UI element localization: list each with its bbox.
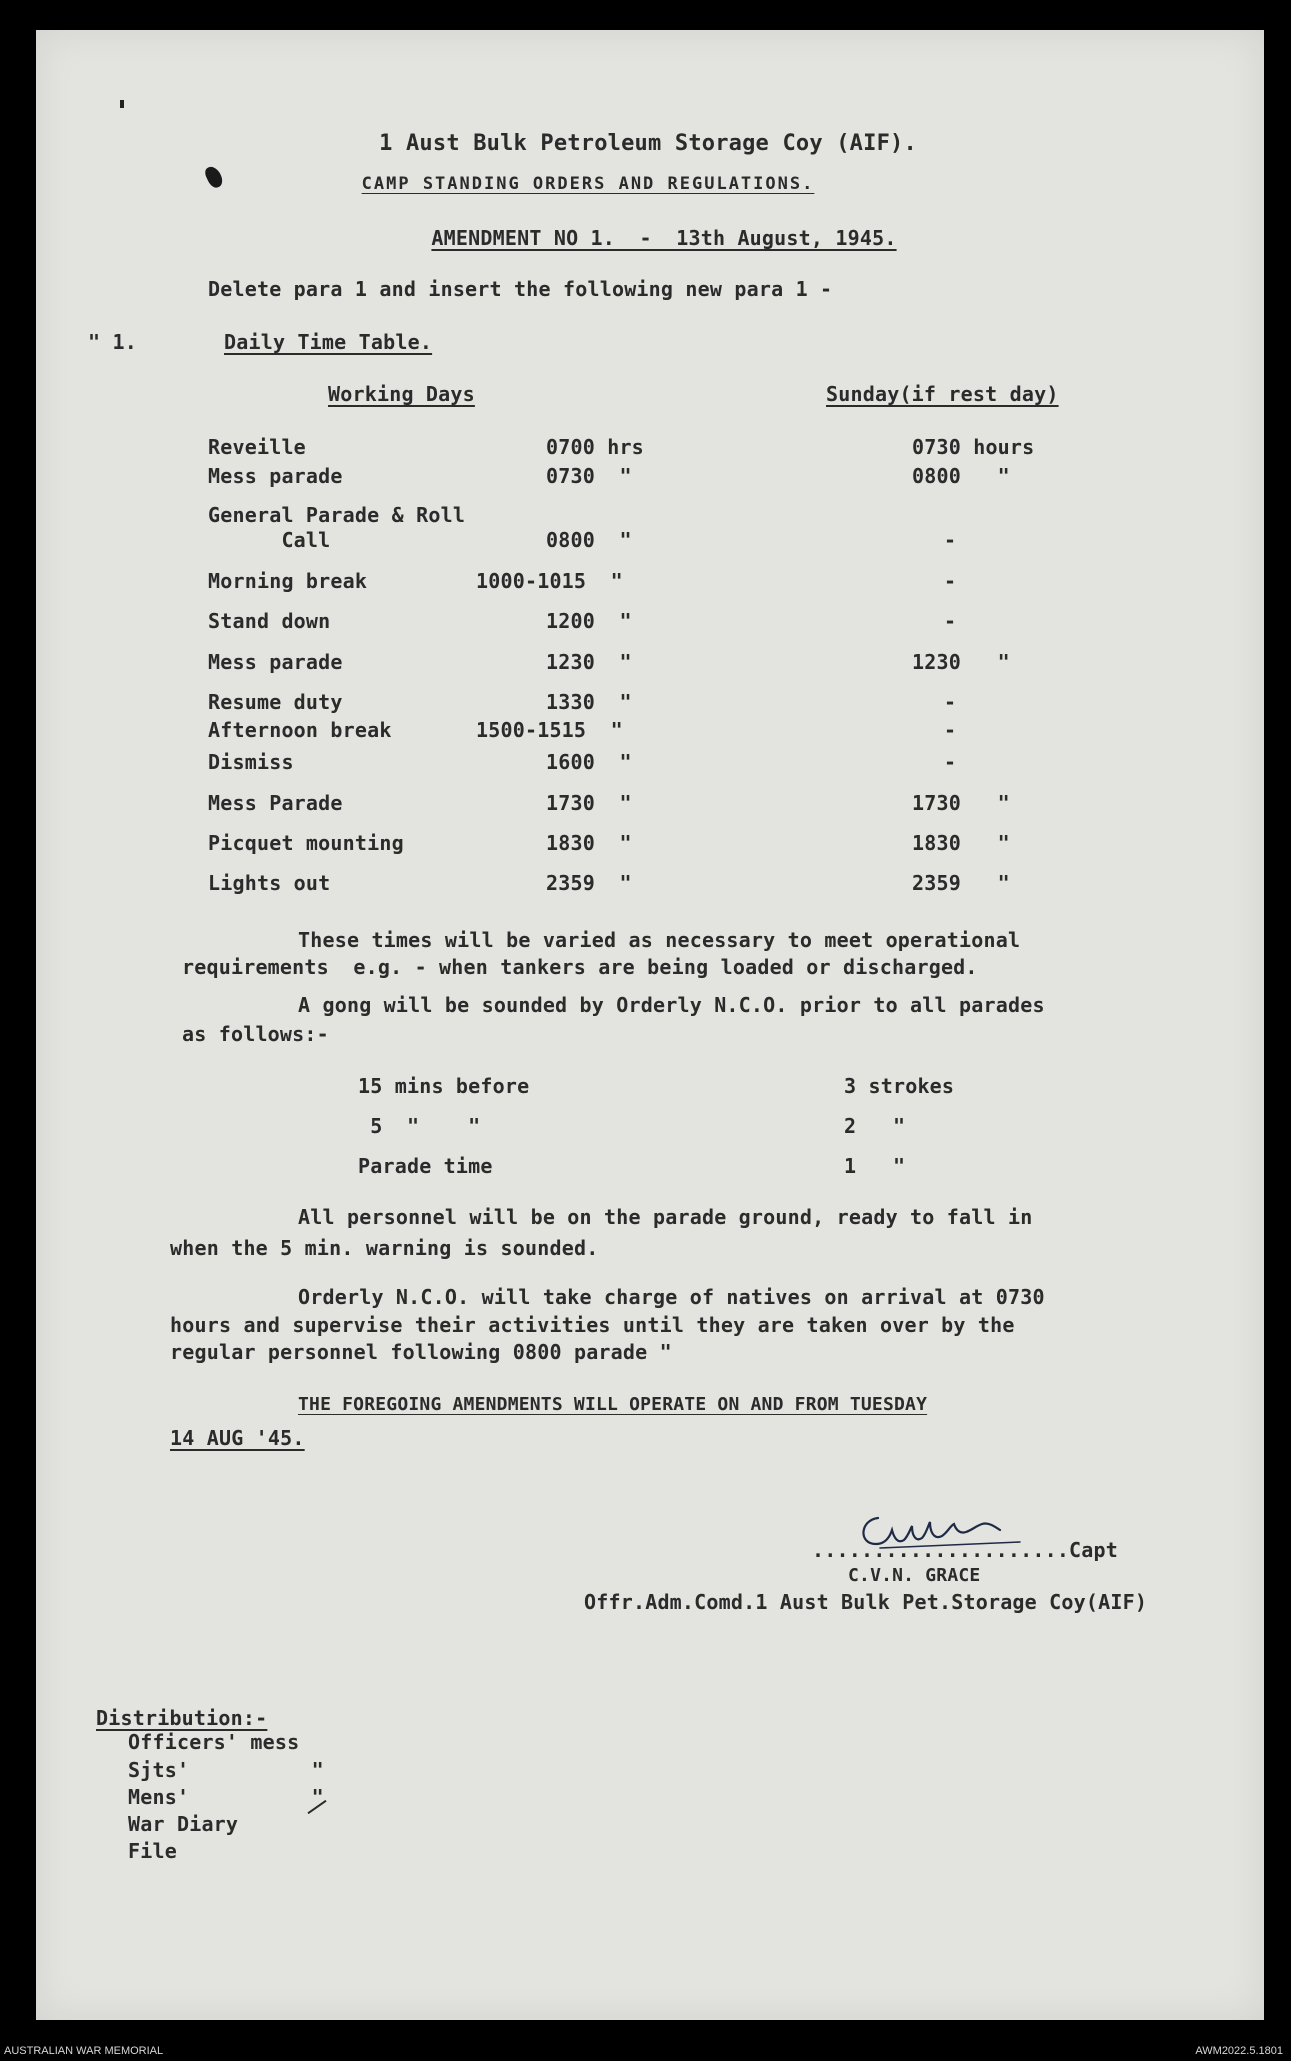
table-row-event: Resume duty [208, 690, 343, 714]
distribution-item: File [128, 1839, 177, 1863]
orderly-line-3: regular personnel following 0800 parade " [170, 1340, 672, 1364]
table-row-sunday: - [944, 569, 957, 593]
para-number: " 1. [88, 330, 137, 354]
table-row-event: Morning break [208, 569, 368, 593]
operate-line-1: THE FOREGOING AMENDMENTS WILL OPERATE ON AND FROM TUESDAY [298, 1394, 928, 1415]
distribution-item: Officers' mess [128, 1730, 300, 1754]
personnel-line-1: All personnel will be on the parade ground, ready to fall in [298, 1205, 1033, 1229]
signatory-title: Offr.Adm.Comd.1 Aust Bulk Pet.Storage Coy(AIF) [584, 1590, 1148, 1614]
distribution-item: Mens' " [128, 1785, 324, 1809]
varied-line-2: requirements e.g. - when tankers are being loaded or discharged. [182, 955, 978, 979]
gong-row-when: Parade time [358, 1154, 493, 1178]
personnel-line-2: when the 5 min. warning is sounded. [170, 1236, 599, 1260]
sunday-heading: Sunday(if rest day) [826, 382, 1059, 406]
table-row-working: 1730 " [546, 791, 632, 815]
footer-right: AWM2022.5.1801 [1195, 2045, 1283, 2057]
table-row-sunday: 1730 " [912, 791, 1010, 815]
table-row-sunday: 1830 " [912, 831, 1010, 855]
document-title: CAMP STANDING ORDERS AND REGULATIONS. [361, 174, 815, 194]
varied-line-1: These times will be varied as necessary to meet operational [298, 928, 1021, 952]
gong-line-1: A gong will be sounded by Orderly N.C.O. prior to all parades [298, 993, 1045, 1017]
distribution-heading: Distribution:- [96, 1706, 268, 1730]
intro-text: Delete para 1 and insert the following new para 1 - [208, 277, 833, 301]
table-row-sunday: 0730 hours [912, 435, 1035, 459]
table-row-working: 0800 " [546, 528, 632, 552]
table-row-working: 1230 " [546, 650, 632, 674]
table-row-event: Mess parade [208, 650, 343, 674]
signatory-name: C.V.N. GRACE [848, 1565, 981, 1586]
working-days-heading: Working Days [328, 382, 475, 406]
table-row-sunday: - [944, 718, 957, 742]
orderly-line-2: hours and supervise their activities until they are taken over by the [170, 1313, 1015, 1337]
table-row-sunday: 2359 " [912, 871, 1010, 895]
distribution-item: Sjts' " [128, 1758, 324, 1782]
gong-row-strokes: 3 strokes [844, 1074, 955, 1098]
table-row-event: Picquet mounting [208, 831, 404, 855]
gong-row-when: 15 mins before [358, 1074, 530, 1098]
table-row-working: 1200 " [546, 609, 632, 633]
table-row-sunday: 0800 " [912, 464, 1010, 488]
ink-speck [120, 100, 124, 108]
table-row-event: Dismiss [208, 750, 294, 774]
table-row-sunday: - [944, 609, 957, 633]
amendment-line: AMENDMENT NO 1. - 13th August, 1945. [431, 226, 897, 250]
table-row-working: 0700 hrs [546, 435, 644, 459]
table-row-event: Mess Parade [208, 791, 343, 815]
para-heading: Daily Time Table. [224, 330, 433, 354]
table-row-working: 0730 " [546, 464, 632, 488]
table-row-working: 1330 " [546, 690, 632, 714]
table-row-event: Afternoon break [208, 718, 392, 742]
gong-row-strokes: 1 " [844, 1154, 906, 1178]
gong-row-strokes: 2 " [844, 1114, 906, 1138]
table-row-working: 1000-1015 " [476, 569, 623, 593]
table-row-sunday: - [944, 690, 957, 714]
orderly-line-1: Orderly N.C.O. will take charge of natives on arrival at 0730 [298, 1285, 1045, 1309]
distribution-item: War Diary [128, 1812, 239, 1836]
table-row-event: Call [208, 528, 331, 552]
table-row-event: Stand down [208, 609, 331, 633]
table-row-working: 1600 " [546, 750, 632, 774]
signature-dots-rank: .....................Capt [812, 1538, 1119, 1562]
table-row-working: 2359 " [546, 871, 632, 895]
table-row-working: 1500-1515 " [476, 718, 623, 742]
table-row-sunday: - [944, 528, 957, 552]
table-row-working: 1830 " [546, 831, 632, 855]
gong-row-when: 5 " " [358, 1114, 481, 1138]
table-row-event: Reveille [208, 435, 306, 459]
gong-line-2: as follows:- [182, 1022, 329, 1046]
unit-title: 1 Aust Bulk Petroleum Storage Coy (AIF). [379, 131, 917, 156]
table-row-sunday: - [944, 750, 957, 774]
operate-line-2: 14 AUG '45. [170, 1426, 305, 1450]
table-row-event: Lights out [208, 871, 331, 895]
footer-left: AUSTRALIAN WAR MEMORIAL [4, 2045, 164, 2057]
table-row-event: General Parade & Roll [208, 503, 466, 527]
table-row-sunday: 1230 " [912, 650, 1010, 674]
table-row-event: Mess parade [208, 464, 343, 488]
